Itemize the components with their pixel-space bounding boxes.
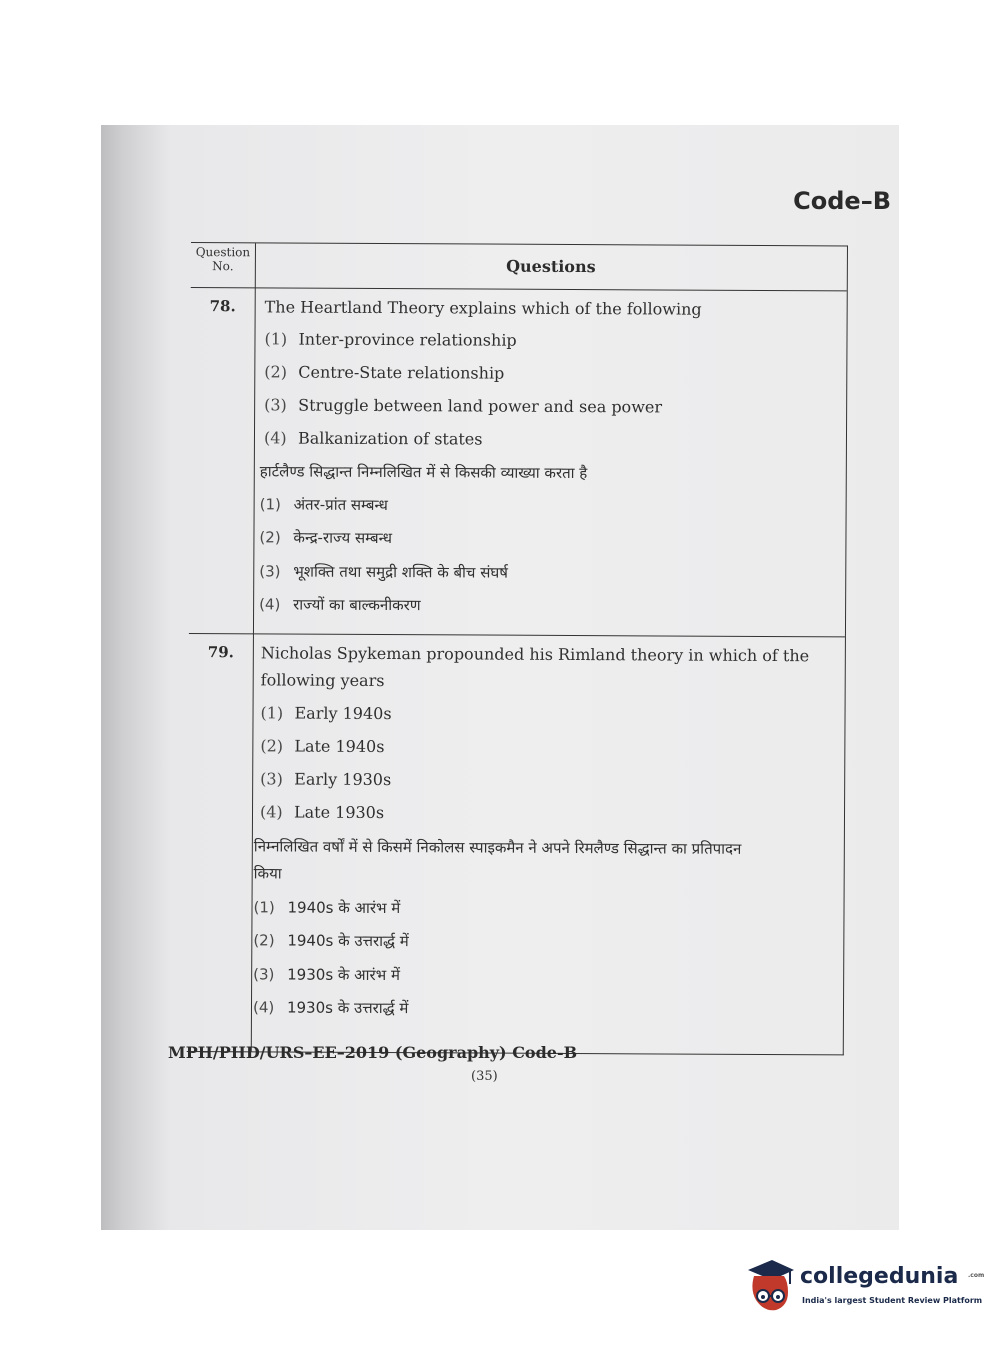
question-text-en: Nicholas Spykeman propounded his Rimland theory in which of the (260, 643, 810, 666)
option-en (260, 802, 384, 822)
logo-suffix: .com (968, 1272, 985, 1279)
option-text: भूशक्ति तथा समुद्री शक्ति के बीच संघर्ष (293, 562, 508, 582)
logo-wordmark (800, 1264, 985, 1289)
option-number: (1) (259, 495, 281, 514)
option-text: Late 1930s (293, 802, 385, 823)
option-text: Struggle between land power and sea power (298, 395, 663, 417)
option-number: (4) (259, 802, 283, 822)
option-hi (253, 997, 408, 1018)
mascot-icon (742, 1254, 798, 1316)
option-text: केन्द्र-राज्य सम्बन्ध (293, 528, 393, 548)
option-en (260, 736, 384, 756)
option-number: (2) (264, 362, 288, 382)
question-number: 79. (207, 643, 234, 662)
option-text: 1930s के आरंभ में (287, 965, 401, 985)
option-en (264, 395, 662, 416)
option-text: Centre-State relationship (298, 362, 505, 383)
option-hi (259, 527, 392, 548)
option-number: (1) (264, 329, 288, 349)
option-number: (1) (253, 898, 275, 917)
question-text-en: The Heartland Theory explains which of the following (264, 297, 702, 319)
option-number: (3) (253, 965, 275, 984)
option-number: (3) (260, 769, 283, 789)
collegedunia-logo (742, 1254, 985, 1324)
option-text: राज्यों का बाल्कनीकरण (293, 595, 421, 615)
option-text: 1930s के उत्तरार्द्ध में (286, 998, 409, 1018)
header-divider (191, 287, 847, 291)
option-text: 1940s के उत्तरार्द्ध में (287, 931, 409, 951)
paper-code: Code–B (793, 187, 891, 215)
question-text-en-cont: following years (260, 670, 385, 691)
option-number: (4) (259, 595, 281, 614)
option-en (264, 428, 483, 448)
option-number: (4) (252, 998, 275, 1017)
option-text: Late 1940s (294, 736, 385, 757)
option-hi (253, 930, 408, 951)
option-hi (259, 594, 421, 615)
question-text-hi: निम्नलिखित वर्षों में से किसमें निकोलस स्पाइकमैन ने अपने रिमलैण्ड सिद्धान्त का प्रतिपादन (253, 837, 742, 858)
option-text: Early 1930s (294, 769, 392, 790)
option-number: (3) (264, 395, 287, 415)
page-number: (35) (471, 1069, 498, 1084)
option-en (260, 769, 391, 789)
option-hi (253, 964, 400, 985)
option-text: Early 1940s (294, 703, 392, 724)
option-number: (2) (259, 528, 281, 547)
option-en (264, 329, 516, 349)
option-en (260, 703, 391, 723)
option-number: (3) (259, 562, 281, 581)
option-text: Inter-province relationship (298, 329, 517, 350)
exam-footer: MPH/PHD/URS–EE–2019 (Geography) Code-B (168, 1043, 578, 1062)
question-text-hi: हार्टलैण्ड सिद्धान्त निम्नलिखित में से किसकी व्याख्या करता है (259, 462, 588, 483)
question-table (187, 242, 848, 1055)
column-header-question-no: Question No. (195, 245, 251, 274)
option-text: 1940s के आरंभ में (287, 898, 401, 918)
option-number: (1) (260, 703, 284, 723)
question-number: 78. (209, 297, 236, 316)
logo-tagline: India's largest Student Review Platform (802, 1296, 983, 1305)
option-number: (2) (260, 736, 284, 756)
option-number: (2) (253, 931, 275, 950)
logo-name: collegedunia (800, 1264, 959, 1289)
question-text-hi-cont: किया (253, 864, 282, 883)
option-text: Balkanization of states (297, 428, 483, 449)
column-header-questions: Questions (506, 256, 596, 277)
option-text: अंतर-प्रांत सम्बन्ध (293, 495, 388, 515)
option-en (264, 362, 504, 382)
option-number: (4) (263, 428, 287, 448)
option-hi (260, 494, 388, 515)
option-hi (259, 561, 508, 582)
scanned-page (101, 125, 899, 1230)
option-hi (253, 897, 400, 918)
row-divider (189, 633, 845, 637)
